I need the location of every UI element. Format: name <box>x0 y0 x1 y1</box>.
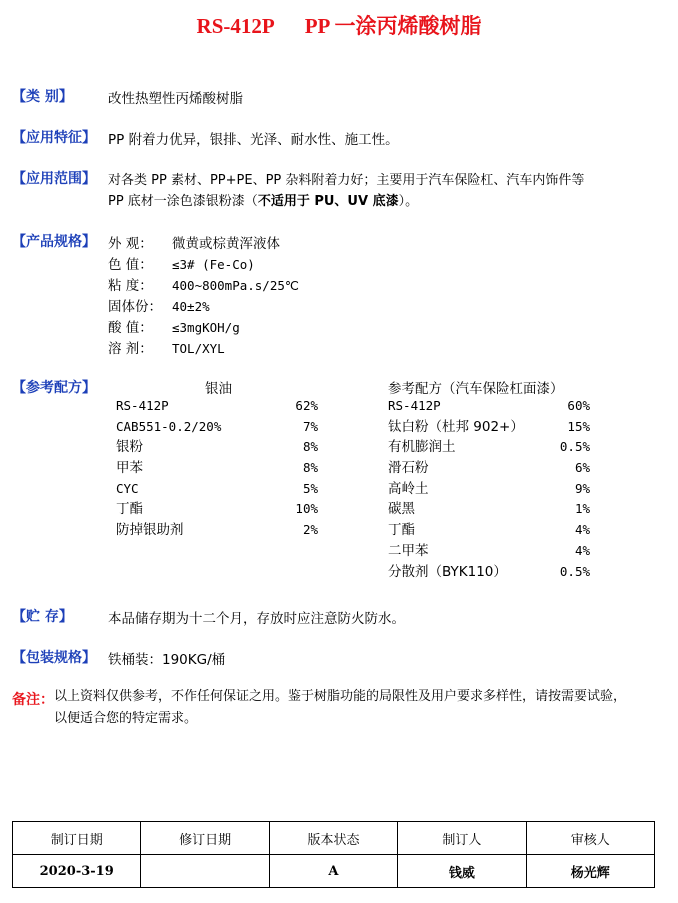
scope-label: 【应用范围】 <box>12 171 96 187</box>
scope-line-1: 对各类 PP 素材、PP+PE、PP 杂料附着力好；主要用于汽车保险杠、汽车内饰件等 <box>108 173 585 188</box>
spec-row-acid-value: 酸 值： ≤3mgKOH/g <box>108 320 240 336</box>
category-label: 【类 别】 <box>12 89 73 105</box>
formula-left-item: 丁酯 10% <box>116 501 318 518</box>
formula-right-item: 滑石粉 6% <box>388 460 590 477</box>
scope-warning: 不适用于 PU、UV 底漆 <box>257 194 399 209</box>
spec-row-solids: 固体份： 40±2% <box>108 299 210 315</box>
value-version-status: A <box>269 855 397 888</box>
formula-left-item: CYC 5% <box>116 480 318 496</box>
specs-label: 【产品规格】 <box>12 234 96 250</box>
formula-right-item: 丁酯 4% <box>388 522 590 539</box>
scope-line-2: PP 底材一涂色漆银粉漆（不适用于 PU、UV 底漆）。 <box>108 194 419 209</box>
value-reviewer: 杨光辉 <box>526 855 654 888</box>
approval-table <box>12 821 655 888</box>
value-author: 钱威 <box>398 855 526 888</box>
note-line-1: 以上资料仅供参考，不作任何保证之用。鉴于树脂功能的局限性及用户要求多样性，请按需要试验， <box>54 689 627 704</box>
spec-row-appearance: 外 观： 微黄或棕黄浑液体 <box>108 236 280 252</box>
storage-value: 本品储存期为十二个月，存放时应注意防火防水。 <box>108 611 405 627</box>
value-created-date: 2020-3-19 <box>13 855 141 888</box>
spec-row-viscosity: 粘 度： 400~800mPa.s/25℃ <box>108 278 299 294</box>
formula-right-list <box>388 396 590 582</box>
product-code: RS-412P <box>196 14 275 38</box>
header-revised-date: 修订日期 <box>141 822 269 855</box>
formula-right-item: 碳黑 1% <box>388 501 590 518</box>
formula-right-item: 高岭土 9% <box>388 480 590 497</box>
formula-left-list <box>116 396 318 541</box>
note-label: 备注： <box>12 692 54 708</box>
formula-left-item: CAB551-0.2/20% 7% <box>116 418 318 434</box>
features-label: 【应用特征】 <box>12 130 96 146</box>
storage-label: 【贮 存】 <box>12 609 73 625</box>
formula-right-title: 参考配方（汽车保险杠面漆） <box>388 381 564 397</box>
features-value: PP 附着力优异，银排、光泽、耐水性、施工性。 <box>108 132 399 148</box>
formula-right-item: RS-412P 60% <box>388 398 590 413</box>
document-title <box>0 10 678 40</box>
note-line-2: 以便适合您的特定需求。 <box>54 711 198 726</box>
header-created-date: 制订日期 <box>13 822 141 855</box>
spec-row-solvent: 溶 剂： TOL/XYL <box>108 341 225 357</box>
header-author: 制订人 <box>398 822 526 855</box>
approval-header-row <box>13 822 655 855</box>
header-reviewer: 审核人 <box>526 822 654 855</box>
formula-left-title: 银油 <box>205 381 232 397</box>
value-revised-date <box>141 855 269 888</box>
formula-right-item: 分散剂（BYK110） 0.5% <box>388 563 590 580</box>
formula-right-item: 钛白粉（杜邦 902+） 15% <box>388 418 590 435</box>
formula-left-item: 防掉银助剂 2% <box>116 522 318 539</box>
note-text <box>54 686 626 730</box>
product-name: PP 一涂丙烯酸树脂 <box>304 14 482 38</box>
packaging-value: 铁桶装：190KG/桶 <box>108 652 226 668</box>
formula-right-item: 有机膨润土 0.5% <box>388 439 590 456</box>
packaging-label: 【包装规格】 <box>12 650 96 666</box>
header-version-status: 版本状态 <box>269 822 397 855</box>
spec-row-color: 色 值： ≤3# (Fe-Co) <box>108 257 255 273</box>
formula-left-item: 银粉 8% <box>116 439 318 456</box>
approval-value-row <box>13 855 655 888</box>
formula-label: 【参考配方】 <box>12 380 96 396</box>
formula-left-item: RS-412P 62% <box>116 398 318 413</box>
formula-left-item: 甲苯 8% <box>116 460 318 477</box>
formula-right-item: 二甲苯 4% <box>388 542 590 559</box>
category-value: 改性热塑性丙烯酸树脂 <box>108 91 243 107</box>
